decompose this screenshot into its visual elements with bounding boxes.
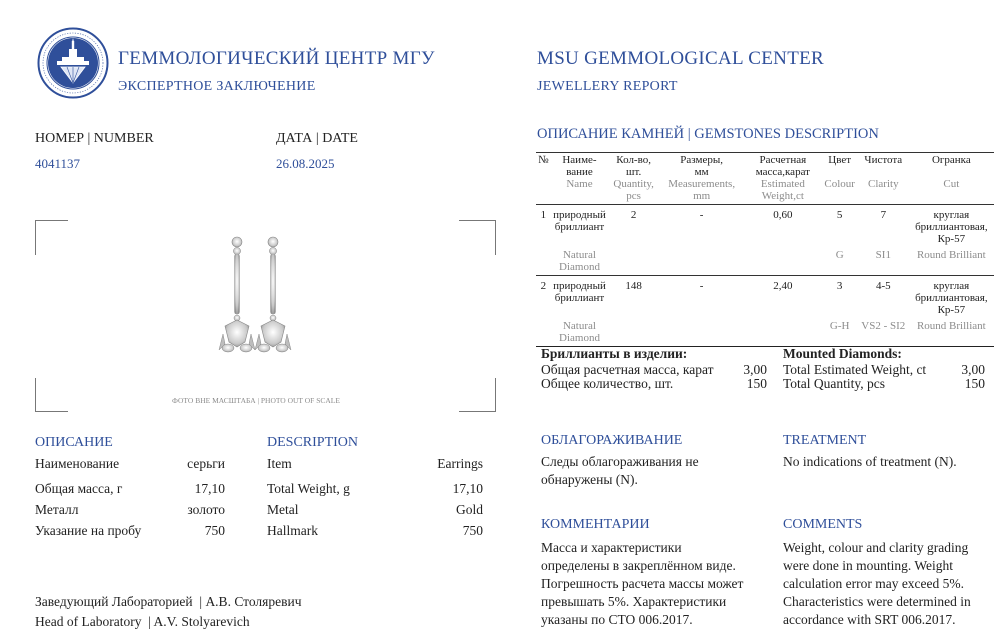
org-title-ru: ГЕММОЛОГИЧЕСКИЙ ЦЕНТР МГУ [118,48,435,69]
msu-logo-icon [37,27,109,99]
th-weight: Расчетная масса,карат [744,153,821,179]
photo-caption: ФОТО ВНЕ МАСШТАБА | PHOTO OUT OF SCALE [172,396,340,405]
table-row [536,205,994,246]
cell: 2 [540,280,547,292]
th-clarity: Чистота [858,153,909,179]
cell: Natural Diamond [551,316,609,347]
mounted-weight-label-ru: Общая расчетная масса, карат [541,362,714,377]
table-row-en [536,316,994,347]
desc-value-en: 750 [462,523,483,538]
desc-label-ru: Металл [35,502,79,517]
th-colour-en: Colour [821,178,858,205]
number-label: НОМЕР | NUMBER [35,131,154,146]
cell [608,245,659,276]
th-weight-en: Estimated Weight,ct [744,178,821,205]
cell: 1 [540,209,547,221]
desc-value-ru: 17,10 [194,481,225,496]
cell [659,245,744,276]
th-size-en: Measurements, mm [659,178,744,205]
mounted-qty-label-ru: Общее количество, шт. [541,376,674,391]
cell: природный бриллиант [553,209,606,233]
cell: круглая бриллиантовая, Кр-57 [915,280,988,316]
cell: G [821,245,858,276]
desc-label-en: Metal [267,502,299,517]
mounted-weight-ru: 3,00 [743,362,767,377]
photo-frame-corner-br [459,378,496,412]
th-qty-en: Quantity, pcs [608,178,659,205]
desc-label-ru: Общая масса, г [35,481,123,496]
cell: - [699,209,704,221]
cell: - [699,280,704,292]
th-cut-en: Cut [909,178,994,205]
earrings-photo [215,234,297,360]
cell: природный бриллиант [553,280,606,304]
desc-label-en: Hallmark [267,523,318,538]
mounted-qty-en: 150 [964,376,985,391]
mounted-title-ru: Бриллианты в изделии: [541,346,688,361]
table-header-row-en [536,178,994,205]
cell [536,316,551,347]
desc-value-en: 17,10 [452,481,483,496]
signature-ru: Заведующий Лабораторией | А.В. Столяревич [35,594,302,609]
report-date: 26.08.2025 [276,156,335,171]
cell [536,245,551,276]
desc-label-en: Total Weight, g [267,481,350,496]
mounted-weight-label-en: Total Estimated Weight, ct [783,362,927,377]
treatment-text-ru: Следы облагораживания не обнаружены (N). [541,454,699,487]
mounted-qty-ru: 150 [746,376,767,391]
cell [744,316,821,347]
cell [608,316,659,347]
desc-value-ru: 750 [204,523,225,538]
treatment-text-en: No indications of treatment (N). [783,454,957,469]
desc-label-ru: Указание на пробу [35,523,142,538]
gemstones-table [536,152,994,347]
mounted-weight-en: 3,00 [961,362,985,377]
cell: 5 [836,209,843,221]
cell: 2 [630,209,637,221]
table-header-row [536,153,994,179]
cell: Round Brilliant [909,245,994,276]
report-number: 4041137 [35,156,81,171]
desc-value-ru: серьги [187,456,225,471]
cell: Round Brilliant [909,316,994,347]
treatment-title-en: TREATMENT [783,433,867,448]
cell [744,245,821,276]
cell: 7 [880,209,887,221]
signature-en: Head of Laboratory | A.V. Stolyarevich [35,614,250,629]
desc-label-ru: Наименование [35,456,120,471]
cell [659,316,744,347]
cell: 2,40 [773,280,793,292]
th-size: Размеры, мм [659,153,744,179]
desc-value-en: Earrings [437,456,483,471]
table-row-en [536,245,994,276]
org-title-en: MSU GEMMOLOGICAL CENTER [537,48,824,69]
cell: G-H [821,316,858,347]
th-no: № [536,153,551,179]
th-name: Наиме- вание [551,153,609,179]
th-cut: Огранка [909,153,994,179]
mounted-qty-label-en: Total Quantity, pcs [783,376,886,391]
photo-frame-corner-tr [459,220,496,255]
doc-title-ru: ЭКСПЕРТНОЕ ЗАКЛЮЧЕНИЕ [118,79,316,94]
table-row [536,276,994,317]
desc-value-ru: золото [187,502,225,517]
desc-label-en: Item [267,456,292,471]
treatment-title-ru: ОБЛАГОРАЖИВАНИЕ [541,433,683,448]
cell: 4-5 [875,280,891,292]
cell: 3 [836,280,843,292]
th-clarity-en: Clarity [858,178,909,205]
cell: VS2 - SI2 [858,316,909,347]
cell: 148 [625,280,642,292]
cell: Natural Diamond [551,245,609,276]
th-qty: Кол-во, шт. [608,153,659,179]
th-name-en: Name [551,178,609,205]
date-label: ДАТА | DATE [276,131,358,146]
doc-title-en: JEWELLERY REPORT [537,79,678,94]
comments-text-ru: Масса и характеристики определены в закреплённом виде. Погрешность расчета массы может превышать 5%. Характеристики указаны по СТО 006.2017. [541,540,744,627]
comments-text-en: Weight, colour and clarity grading were done in mounting. Weight calculation error may exceed 5%. Characteristics were determined in accordance with SRT 006.2017. [783,540,971,627]
cell: SI1 [858,245,909,276]
desc-value-en: Gold [456,502,483,517]
photo-frame-corner-bl [35,378,68,412]
th-colour: Цвет [821,153,858,179]
cell: круглая бриллиантовая, Кр-57 [915,209,988,245]
description-title-ru: ОПИСАНИЕ [35,435,113,450]
cell: 0,60 [773,209,793,221]
th-no-en [536,178,551,205]
description-title-en: DESCRIPTION [267,435,359,450]
gemstones-title: ОПИСАНИЕ КАМНЕЙ | GEMSTONES DESCRIPTION [537,126,879,142]
comments-title-ru: КОММЕНТАРИИ [541,517,650,532]
comments-title-en: COMMENTS [783,517,863,532]
mounted-title-en: Mounted Diamonds: [783,346,902,361]
photo-frame-corner-tl [35,220,68,255]
